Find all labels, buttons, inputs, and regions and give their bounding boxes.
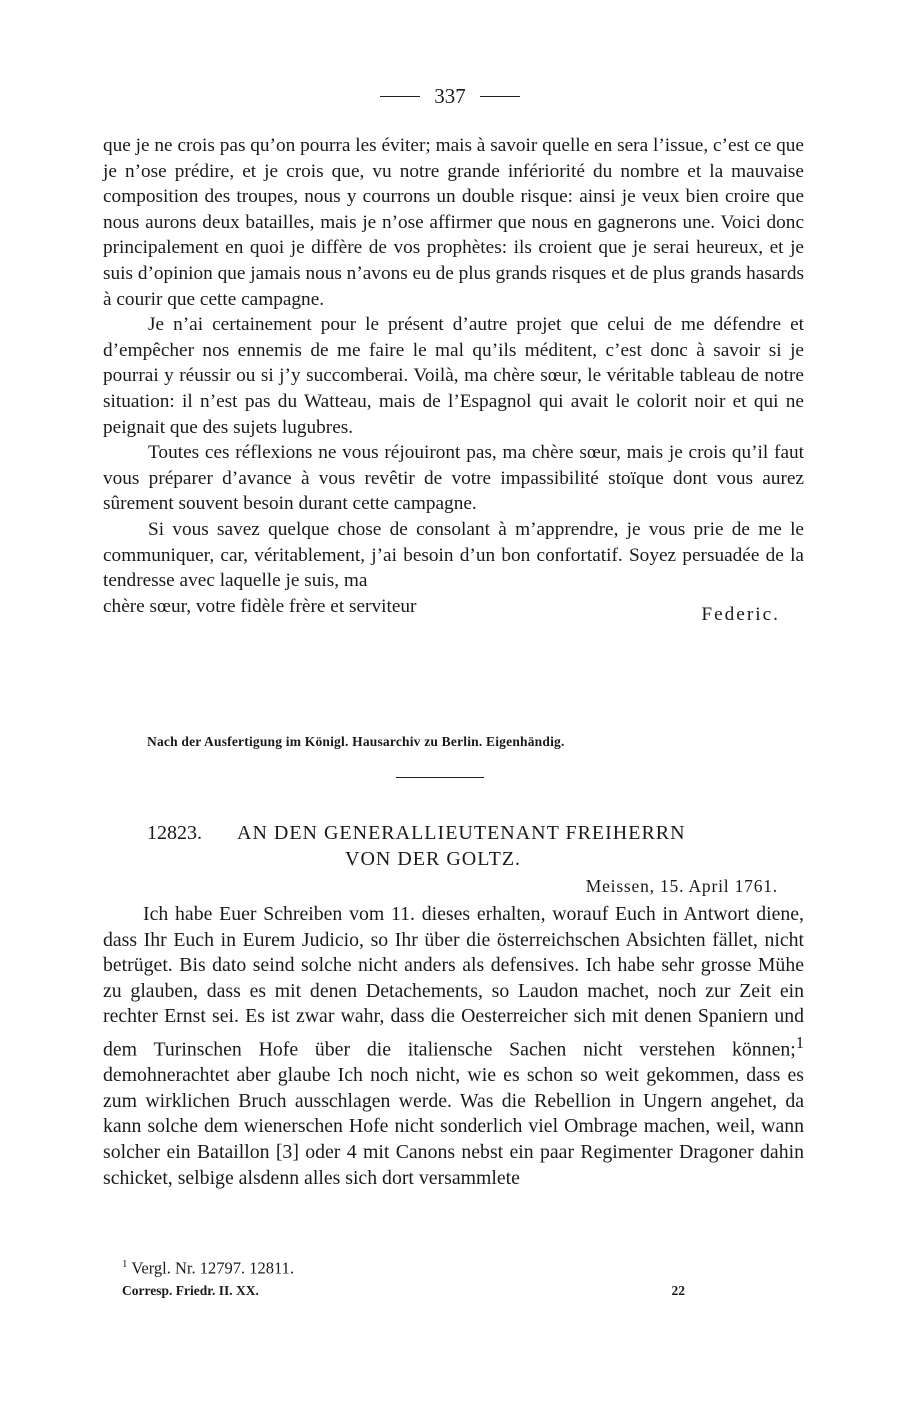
paragraph: Je n’ai certainement pour le présent d’autre projet que celui de me défendre et d’empêcher nos ennemis de me faire le mal qu’ils méditent, c’est donc à savoir si je pourrai y réussir ou si j’y succomberai. Voilà, ma chère sœur, le véritable tableau de notre situation: il n’est pas du Watteau, mais de l’Espagnol qui avait le colorit noir et qui ne peignait que des sujets lugubres. (103, 314, 804, 438)
page-header (0, 84, 900, 109)
page-number: 337 (434, 84, 466, 108)
signature: Federic. (701, 603, 780, 625)
letter2-text-part1: Ich habe Euer Schreiben vom 11. dieses erhalten, worauf Euch in Antwort diene, dass Ihr Euch in Eurem Judicio, so Ihr über die österreichschen Absichten fället, nicht betrüget. Bis dato seind solche nicht anders als defensives. Ich habe sehr grosse Mühe zu glauben, dass es mit denen Detachements, so Laudon machet, noch zur Zeit ein rechter Ernst sei. Es ist zwar wahr, dass die Oesterreicher sich mit denen Spaniern und dem Turinschen Hofe über die italiensche Sachen nicht verstehen können; (103, 903, 804, 1061)
document-number: 12823. (147, 822, 202, 844)
paragraph: Si vous savez quelque chose de consolant à m’apprendre, je vous prie de me le communiquer, car, véritablement, j’ai besoin d’un bon confortatif. Soyez persuadée de la tendresse avec laquelle je suis, ma (103, 518, 804, 592)
paragraph (103, 902, 804, 1191)
paragraph: que je ne crois pas qu’on pourra les éviter; mais à savoir quelle en sera l’issue, c’est ce que je n’ose prédire, et je crois que, vu notre grande infériorité du nombre et la mauvaise composition des troupes, nous y courrons un double risque: ainsi je veux bien croire que nous aurons deux batailles, mais je n’ose affirmer que nous en gagnerons une. Voici donc principalement en quoi je diffère de vos prophètes: ils croient que je serai heureux, et je suis d’opinion que jamais nous n’avons eu de plus grands risques et de plus grands hasards à courir que cette campagne. (103, 135, 804, 310)
closing-line (103, 594, 804, 625)
source-note: Nach der Ausfertigung im Königl. Hausarchiv zu Berlin. Eigenhändig. (147, 734, 565, 749)
signature-mark: 22 (671, 1283, 685, 1298)
place-date: Meissen, 15. April 1761. (585, 876, 778, 896)
footnote-ref: 1 (795, 1032, 804, 1052)
header-dash-left (380, 96, 420, 97)
closing-text: chère sœur, votre fidèle frère et serviteur (103, 595, 417, 617)
header-dash-right (480, 96, 520, 97)
document-heading (147, 820, 686, 872)
footnote-text: Vergl. Nr. 12797. 12811. (131, 1258, 295, 1278)
document-title-line1: AN DEN GENERALLIEUTENANT FREIHERRN (237, 822, 686, 844)
letter-body (103, 133, 804, 625)
page-footer (122, 1283, 685, 1299)
document-title-line2: VON DER GOLTZ. (345, 848, 522, 870)
paragraph: Toutes ces réflexions ne vous réjouiront pas, ma chère sœur, mais je crois qu’il faut vous préparer d’avance à vous revêtir de votre impassibilité stoïque dont vous aurez sûrement souvent besoin durant cette campagne. (103, 442, 804, 515)
footnote-marker: 1 (122, 1258, 128, 1270)
letter2-body (103, 902, 804, 1191)
letter2-text-part2: demohnerachtet aber glaube Ich noch nicht, wie es schon so weit gekommen, dass es zum wirklichen Bruch ausschlagen werde. Was die Rebellion in Ungern angehet, da kann solche dem wienerschen Hofe nicht sonderlich viel Ombrage machen, weil, wann solcher ein Bataillon [3] oder 4 mit Canons nebst ein paar Regimenter Dragoner dahin schicket, selbige alsdenn alles sich dort versammlete (103, 1064, 804, 1189)
section-divider (396, 777, 484, 778)
footer-citation: Corresp. Friedr. II. XX. (122, 1283, 259, 1298)
footnote (122, 1258, 294, 1279)
